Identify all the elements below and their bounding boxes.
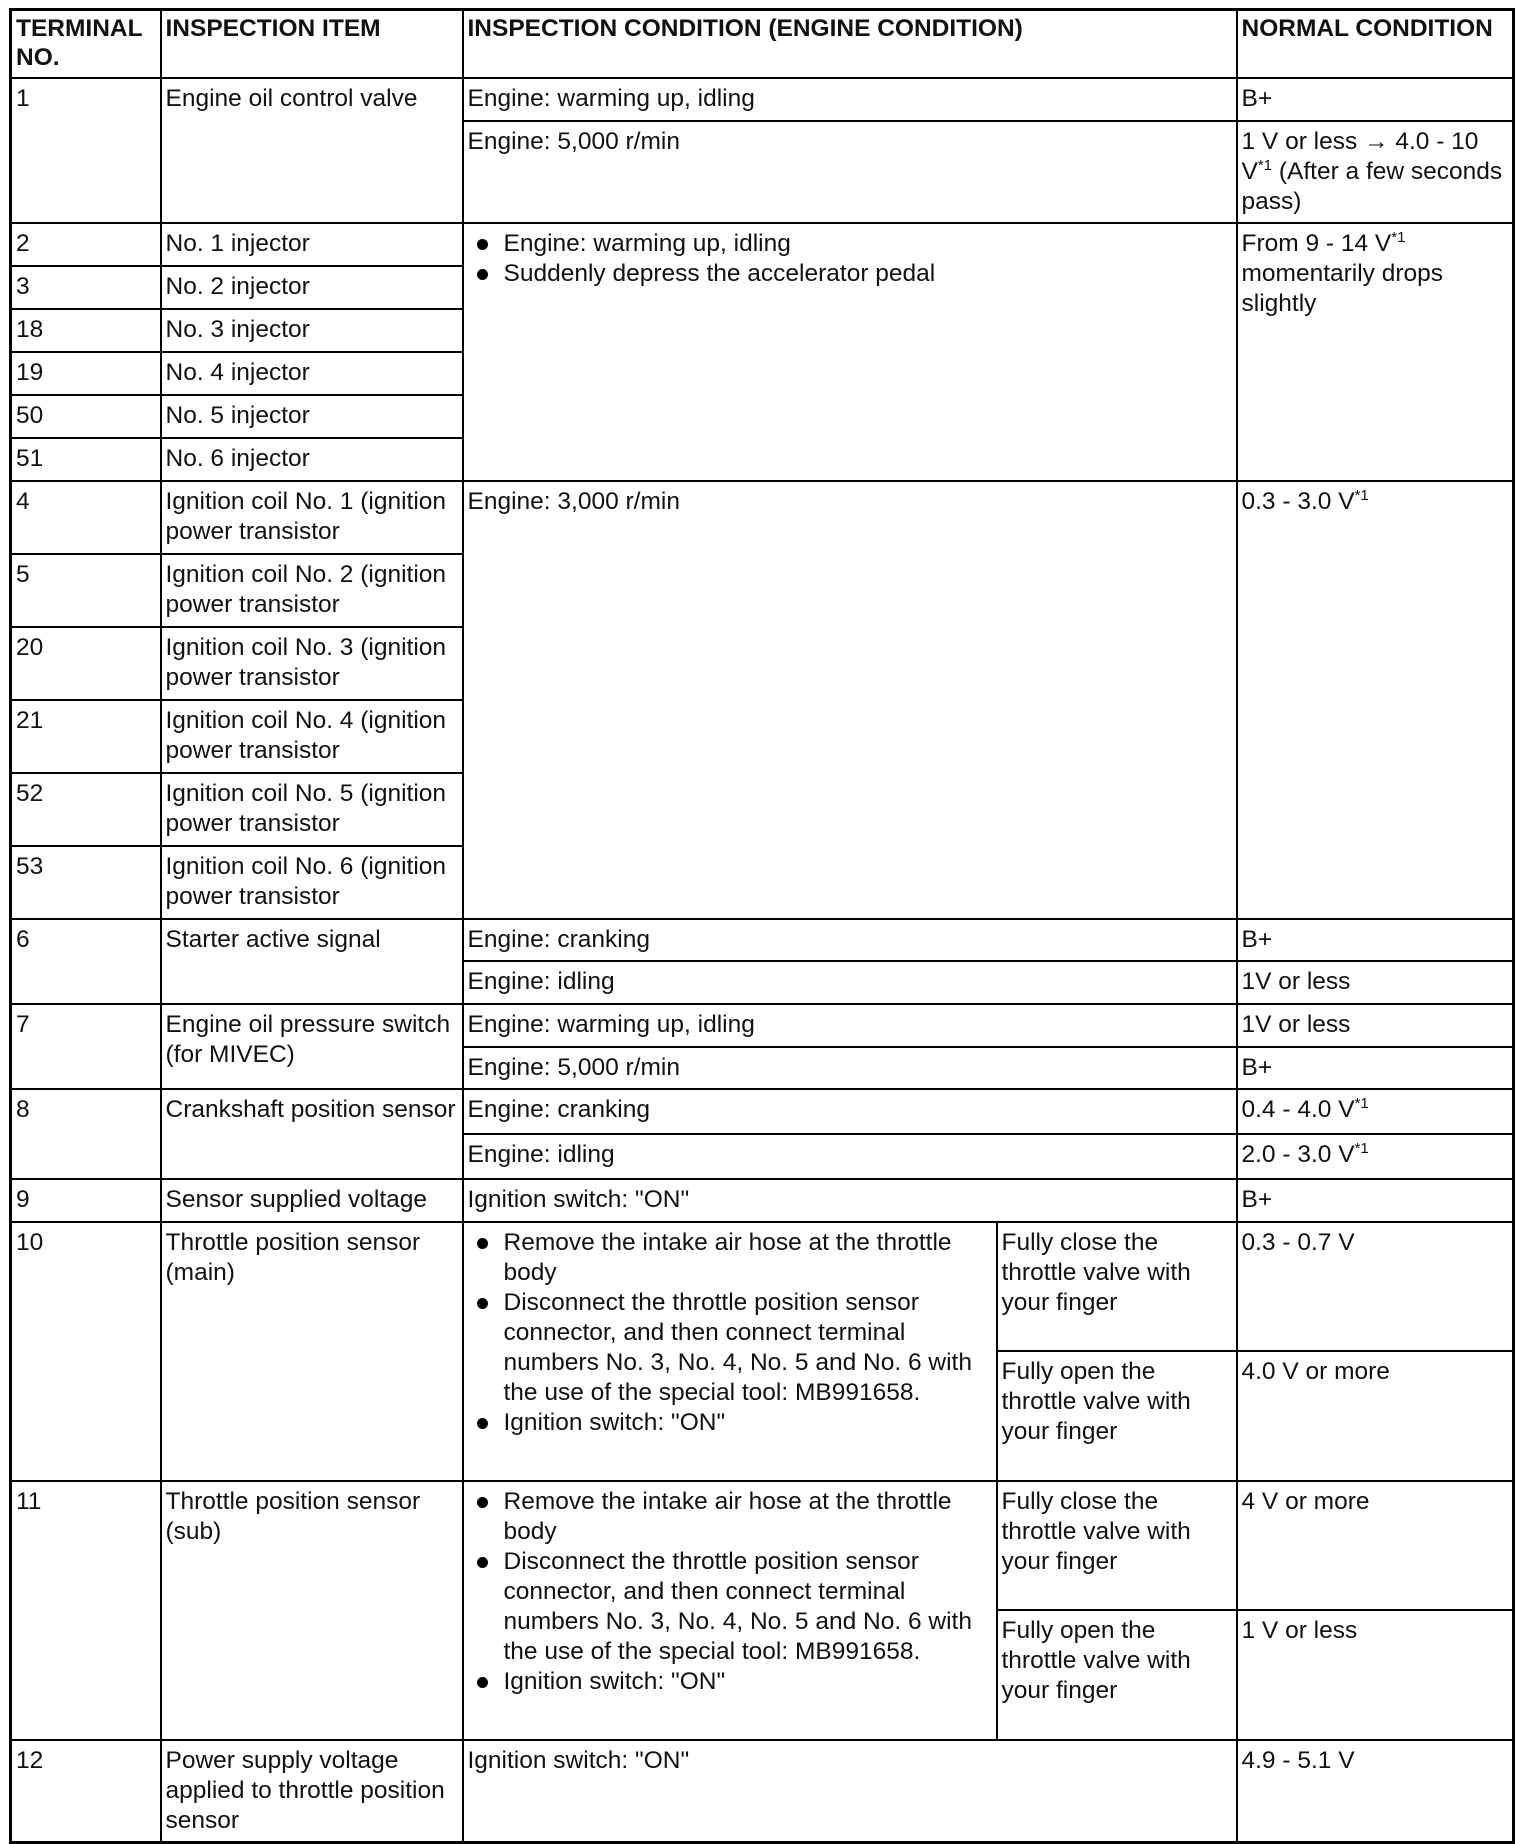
- table-row: [11, 1481, 1514, 1610]
- condition-cell: Engine: cranking: [463, 1089, 1237, 1134]
- table-row: [11, 78, 1514, 121]
- bullet-icon: [477, 1418, 488, 1429]
- condition-cell: [463, 1222, 997, 1481]
- value-text: From 9 - 14 V: [1241, 230, 1392, 257]
- condition-cell: Ignition switch: "ON": [463, 1740, 1237, 1843]
- list-item: Ignition switch: "ON": [468, 1667, 992, 1697]
- bullet-icon: [477, 269, 488, 280]
- inspection-item-cell: Ignition coil No. 3 (ignition power transistor: [161, 627, 463, 700]
- condition-cell: Engine: cranking: [463, 919, 1237, 961]
- condition-cell: [463, 223, 1237, 481]
- footnote-mark: *1: [1391, 229, 1406, 246]
- normal-condition-cell: 1 V or less: [1237, 1610, 1514, 1740]
- terminal-cell: 2: [11, 223, 161, 266]
- normal-condition-cell: [1237, 1134, 1514, 1179]
- condition-cell: Engine: 5,000 r/min: [463, 1047, 1237, 1089]
- inspection-item-cell: No. 4 injector: [161, 352, 463, 395]
- table-row: [11, 1222, 1514, 1351]
- terminal-cell: 21: [11, 700, 161, 773]
- terminal-cell: 20: [11, 627, 161, 700]
- value-text: 0.3 - 3.0 V: [1241, 488, 1355, 515]
- terminal-cell: 53: [11, 846, 161, 919]
- normal-condition-cell: 1V or less: [1237, 1004, 1514, 1047]
- value-text: 0.4 - 4.0 V: [1241, 1096, 1355, 1123]
- bullet-icon: [477, 1557, 488, 1568]
- bullet-icon: [477, 1238, 488, 1249]
- terminal-cell: 19: [11, 352, 161, 395]
- inspection-item-cell: Ignition coil No. 5 (ignition power transistor: [161, 773, 463, 846]
- document-page: [9, 8, 1515, 1844]
- inspection-item-cell: No. 6 injector: [161, 438, 463, 481]
- inspection-item-cell: Sensor supplied voltage: [161, 1179, 463, 1222]
- normal-condition-cell: [1237, 223, 1514, 481]
- inspection-item-cell: Engine oil control valve: [161, 78, 463, 223]
- terminal-cell: 4: [11, 481, 161, 554]
- condition-cell: Engine: warming up, idling: [463, 1004, 1237, 1047]
- footnote-mark: *1: [1354, 487, 1369, 504]
- header-normal-condition: NORMAL CONDITION: [1237, 10, 1514, 79]
- value-note: momentarily drops slightly: [1241, 260, 1444, 317]
- condition-cell: Ignition switch: "ON": [463, 1179, 1237, 1222]
- terminal-cell: 18: [11, 309, 161, 352]
- terminal-cell: 5: [11, 554, 161, 627]
- terminal-cell: 10: [11, 1222, 161, 1481]
- list-item: Ignition switch: "ON": [468, 1408, 992, 1438]
- normal-condition-cell: [1237, 481, 1514, 919]
- terminal-cell: 50: [11, 395, 161, 438]
- sub-condition-cell: Fully close the throttle valve with your finger: [997, 1222, 1237, 1351]
- inspection-item-cell: Ignition coil No. 2 (ignition power transistor: [161, 554, 463, 627]
- table-row: [11, 1740, 1514, 1843]
- normal-condition-cell: [1237, 121, 1514, 223]
- bullet-icon: [477, 1298, 488, 1309]
- bullet-icon: [477, 1497, 488, 1508]
- terminal-cell: 51: [11, 438, 161, 481]
- inspection-item-cell: Power supply voltage applied to throttle position sensor: [161, 1740, 463, 1843]
- inspection-item-cell: Starter active signal: [161, 919, 463, 1004]
- normal-condition-cell: [1237, 1089, 1514, 1134]
- list-item: Remove the intake air hose at the throttle body: [468, 1228, 992, 1288]
- normal-condition-cell: 4 V or more: [1237, 1481, 1514, 1610]
- table-row: [11, 1089, 1514, 1134]
- condition-cell: Engine: 5,000 r/min: [463, 121, 1237, 223]
- condition-cell: [463, 1481, 997, 1740]
- value-text: 2.0 - 3.0 V: [1241, 1141, 1355, 1168]
- list-item: Disconnect the throttle position sensor connector, and then connect terminal numbers No. 3, No. 4, No. 5 and No. 6 with the use of the special tool: MB991658.: [468, 1288, 992, 1408]
- normal-condition-cell: 0.3 - 0.7 V: [1237, 1222, 1514, 1351]
- terminal-cell: 7: [11, 1004, 161, 1089]
- sub-condition-cell: Fully open the throttle valve with your finger: [997, 1610, 1237, 1740]
- terminal-cell: 11: [11, 1481, 161, 1740]
- ecm-terminal-inspection-table: [9, 8, 1515, 1844]
- list-item: Remove the intake air hose at the throttle body: [468, 1487, 992, 1547]
- inspection-item-cell: Ignition coil No. 6 (ignition power transistor: [161, 846, 463, 919]
- inspection-item-cell: No. 1 injector: [161, 223, 463, 266]
- header-inspection-condition: INSPECTION CONDITION (ENGINE CONDITION): [463, 10, 1237, 79]
- condition-cell: Engine: warming up, idling: [463, 78, 1237, 121]
- normal-condition-cell: B+: [1237, 78, 1514, 121]
- inspection-item-cell: Crankshaft position sensor: [161, 1089, 463, 1179]
- table-row: [11, 223, 1514, 266]
- condition-cell: Engine: idling: [463, 1134, 1237, 1179]
- value-text: 1 V or less → 4.0 - 10 V: [1241, 128, 1479, 185]
- value-note: (After a few seconds pass): [1241, 158, 1503, 215]
- inspection-item-cell: No. 2 injector: [161, 266, 463, 309]
- header-row: [11, 10, 1514, 79]
- condition-cell: Engine: idling: [463, 961, 1237, 1004]
- table-row: [11, 919, 1514, 961]
- condition-list: [468, 1228, 992, 1438]
- list-item: Suddenly depress the accelerator pedal: [468, 259, 1232, 289]
- footnote-mark: *1: [1257, 157, 1273, 174]
- inspection-item-cell: No. 3 injector: [161, 309, 463, 352]
- condition-list: [468, 229, 1232, 289]
- terminal-cell: 52: [11, 773, 161, 846]
- normal-condition-cell: B+: [1237, 1047, 1514, 1089]
- inspection-item-cell: No. 5 injector: [161, 395, 463, 438]
- terminal-cell: 8: [11, 1089, 161, 1179]
- inspection-item-cell: Ignition coil No. 4 (ignition power transistor: [161, 700, 463, 773]
- normal-condition-cell: 1V or less: [1237, 961, 1514, 1004]
- sub-condition-cell: Fully close the throttle valve with your finger: [997, 1481, 1237, 1610]
- condition-cell: Engine: 3,000 r/min: [463, 481, 1237, 919]
- normal-condition-cell: 4.9 - 5.1 V: [1237, 1740, 1514, 1843]
- list-item: Engine: warming up, idling: [468, 229, 1232, 259]
- bullet-icon: [477, 239, 488, 250]
- terminal-cell: 1: [11, 78, 161, 223]
- header-terminal-no: TERMINAL NO.: [11, 10, 161, 79]
- inspection-item-cell: Engine oil pressure switch (for MIVEC): [161, 1004, 463, 1089]
- inspection-item-cell: Throttle position sensor (sub): [161, 1481, 463, 1740]
- footnote-mark: *1: [1354, 1095, 1369, 1112]
- terminal-cell: 12: [11, 1740, 161, 1843]
- bullet-icon: [477, 1677, 488, 1688]
- normal-condition-cell: B+: [1237, 919, 1514, 961]
- table-row: [11, 481, 1514, 554]
- sub-condition-cell: Fully open the throttle valve with your finger: [997, 1351, 1237, 1481]
- table-row: [11, 1179, 1514, 1222]
- header-inspection-item: INSPECTION ITEM: [161, 10, 463, 79]
- terminal-cell: 3: [11, 266, 161, 309]
- table-row: [11, 1004, 1514, 1047]
- condition-list: [468, 1487, 992, 1697]
- inspection-item-cell: Ignition coil No. 1 (ignition power transistor: [161, 481, 463, 554]
- normal-condition-cell: 4.0 V or more: [1237, 1351, 1514, 1481]
- list-item: Disconnect the throttle position sensor connector, and then connect terminal numbers No. 3, No. 4, No. 5 and No. 6 with the use of the special tool: MB991658.: [468, 1547, 992, 1667]
- terminal-cell: 6: [11, 919, 161, 1004]
- normal-condition-cell: B+: [1237, 1179, 1514, 1222]
- terminal-cell: 9: [11, 1179, 161, 1222]
- inspection-item-cell: Throttle position sensor (main): [161, 1222, 463, 1481]
- footnote-mark: *1: [1354, 1140, 1369, 1157]
